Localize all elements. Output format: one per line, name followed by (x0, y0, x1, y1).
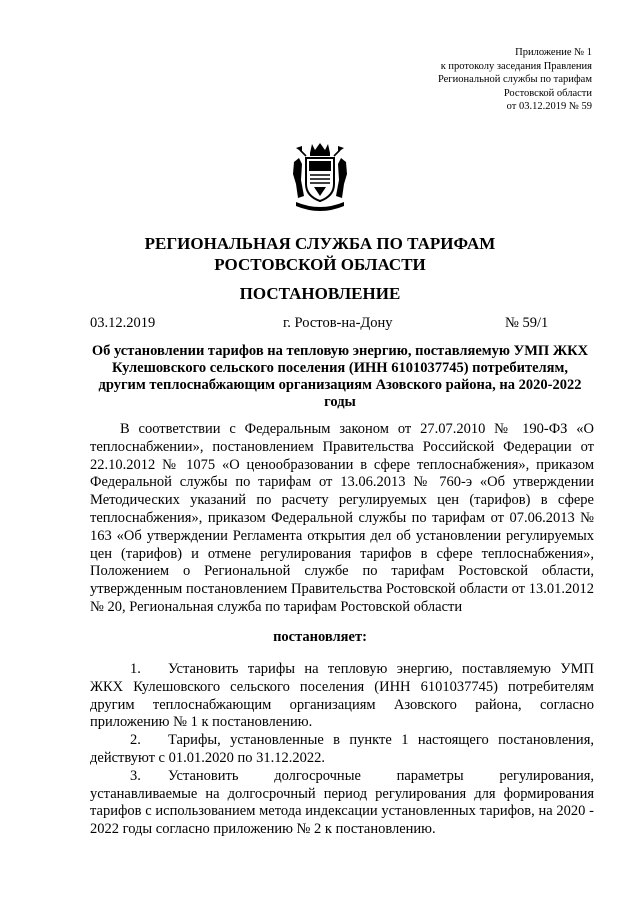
decree-item (90, 768, 594, 839)
item-number: 2. (130, 732, 141, 749)
annex-note (438, 46, 592, 114)
annex-line: Ростовской области (503, 87, 592, 99)
rostov-oblast-coat-of-arms-icon (288, 140, 352, 214)
annex-line: Региональной службы по тарифам (437, 74, 592, 86)
decree-date: 03.12.2019 (90, 315, 156, 331)
annex-line: к протоколу заседания Правления (440, 60, 592, 72)
decree-items (90, 661, 594, 839)
decree-subject: Об установлении тарифов на тепловую энергию, поставляемую УМП ЖКХ Кулешовского сельского поселения (ИНН 6101037745) потребителям, другим теплоснабжающим организациям Азовского района, на 2020-2022 годы (91, 343, 589, 410)
decree-city: г. Ростов-на-Дону (283, 315, 393, 331)
preamble (90, 421, 594, 617)
annex-line: Приложение № 1 (515, 47, 592, 58)
agency-name-line2: РОСТОВСКОЙ ОБЛАСТИ (214, 255, 426, 274)
item-text: Установить долгосрочные параметры регулирования, устанавливаемые на долгосрочный период регулирования для формирования тарифов с использованием метода индексации установленных тарифов, на 2020 - 2022 годы согласно приложению № 2 к постановлению. (90, 767, 594, 838)
item-number: 1. (130, 661, 141, 677)
item-number: 3. (130, 767, 141, 784)
agency-name (0, 233, 640, 275)
decree-item (90, 732, 594, 768)
annex-line: от 03.12.2019 № 59 (506, 101, 592, 113)
preamble-text: В соответствии с Федеральным законом от 27.07.2010 № 190-ФЗ «О теплоснабжении», постановлением Правительства Российской Федерации от 22.10.2012 № 1075 «О ценообразовании в сфере теплоснабжения», приказом Федеральной службы по тарифам от 13.06.2013 № 760-э «Об утверждении Методических указаний по расчету регулируемых цен (тарифов) в сфере теплоснабжения», приказом Федеральной службы по тарифам от 07.06.2013 № 163 «Об утверждении Регламента открытия дел об установлении регулируемых цен (тарифов) и отмене регулирования тарифов в сфере теплоснабжения», Положением о Региональной службе по тарифам Ростовской области, утвержденным постановлением Правительства Ростовской области от 13.01.2012 № 20, Региональная служба по тарифам Ростовской области (90, 421, 594, 615)
agency-name-line1: РЕГИОНАЛЬНАЯ СЛУЖБА ПО ТАРИФАМ (144, 234, 496, 253)
resolves-heading: постановляет: (273, 629, 367, 645)
decree-title: ПОСТАНОВЛЕНИЕ (239, 284, 401, 303)
item-text: Установить тарифы на тепловую энергию, поставляемую УМП ЖКХ Кулешовского сельского поселения (ИНН 6101037745) потребителям другим теплоснабжающим организациям Азовского района, согласно приложению № 1 к постановлению. (90, 661, 594, 731)
decree-number: № 59/1 (505, 315, 549, 331)
decree-item (90, 661, 594, 732)
item-text: Тарифы, установленные в пункте 1 настоящего постановления, действуют с 01.01.2020 по 31.12.2022. (90, 732, 594, 766)
